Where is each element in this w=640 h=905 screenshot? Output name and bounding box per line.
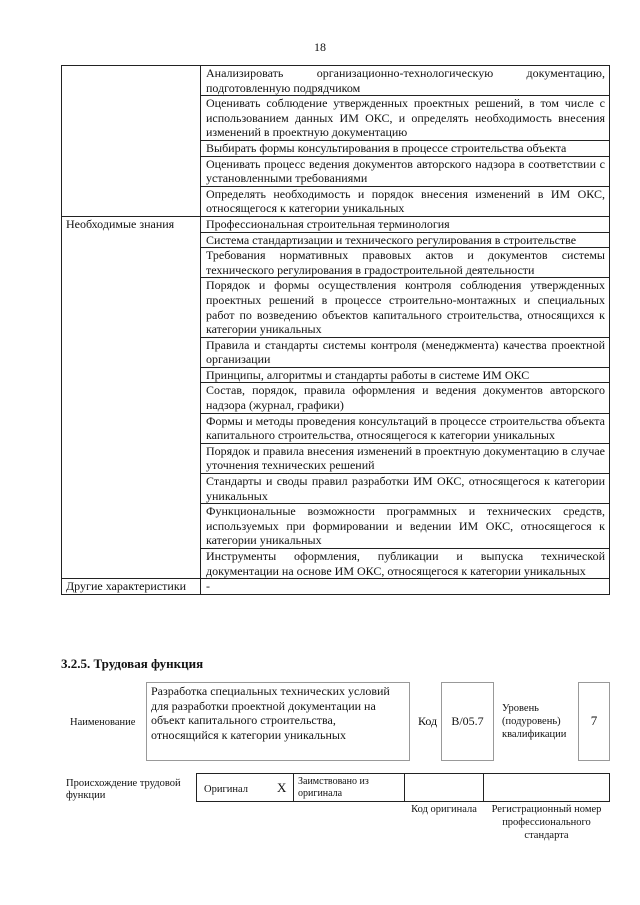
code-value-box: [441, 682, 494, 761]
row-label: Необходимые знания: [62, 216, 201, 578]
row-item: Инструменты оформления, публикации и выпуска технической документации на основе ИМ ОКС, относящегося к категории уникальных: [201, 549, 610, 579]
borrowed-label: Заимствовано из оригинала: [298, 776, 369, 799]
row-item: Система стандартизации и технического регулирования в строительстве: [201, 232, 610, 248]
row-item: Стандарты и своды правил разработки ИМ ОКС, относящегося к категории уникальных: [201, 474, 610, 504]
page-number: 18: [314, 40, 326, 54]
original-mark: X: [277, 780, 287, 795]
table-row: [62, 216, 610, 232]
row-item: Выбирать формы консультирования в процессе строительства объекта: [201, 140, 610, 156]
level-value-box: [578, 682, 610, 761]
row-item: Правила и стандарты системы контроля (менеджмента) качества проектной организации: [201, 337, 610, 367]
row-item: -: [201, 579, 610, 595]
origin-label: Происхождение трудовой функции: [66, 778, 181, 801]
row-item: Требования нормативных правовых актов и документов системы технического регулирования в градостроительной деятельности: [201, 248, 610, 278]
original-label: Оригинал: [204, 784, 248, 795]
row-item: Определять необходимость и порядок внесения изменений в ИМ ОКС, относящегося к категории уникальных: [201, 186, 610, 216]
borrowed-cell: [293, 773, 405, 802]
section-title: 3.2.5. Трудовая функция: [61, 656, 204, 671]
function-name-box: [146, 682, 410, 761]
row-label: Другие характеристики: [62, 579, 201, 595]
row-item: Функциональные возможности программных и технических средств, используемых при формировании и ведении ИМ ОКС, относящегося к категории уникальных: [201, 504, 610, 549]
table-row: [62, 66, 610, 96]
code-original-cell: [404, 773, 484, 802]
row-item: Состав, порядок, правила оформления и ведения документов авторского надзора (журнал, графики): [201, 383, 610, 413]
name-label: Наименование: [70, 717, 136, 728]
row-item: Принципы, алгоритмы и стандарты работы в системе ИМ ОКС: [201, 367, 610, 383]
reg-number-caption: Регистрационный номер профессионального стандарта: [491, 804, 602, 841]
table-row: [62, 579, 610, 595]
row-item: Порядок и формы осуществления контроля соблюдения утвержденных проектных решений в процессе строительно-монтажных и специальных работ по возведению объектов капитального строительства, относящихся к категории уникальных: [201, 278, 610, 337]
original-cell: [196, 773, 294, 802]
level-label: Уровень (подуровень) квалификации: [502, 703, 567, 740]
row-item: Анализировать организационно-технологическую документацию, подготовленную подрядчиком: [201, 66, 610, 96]
row-item: Оценивать процесс ведения документов авторского надзора в соответствии с установленными требованиями: [201, 156, 610, 186]
row-item: Профессиональная строительная терминология: [201, 216, 610, 232]
function-name-text: Разработка специальных технических условий для разработки проектной документации на объект капитального строительства, относящийся к категории уникальных: [151, 684, 390, 742]
reg-number-cell: [483, 773, 610, 802]
code-label: Код: [418, 714, 438, 728]
code-original-caption: Код оригинала: [411, 804, 477, 815]
code-value: B/05.7: [451, 714, 484, 728]
row-label: [62, 66, 201, 217]
row-item: Формы и методы проведения консультаций в процессе строительства объекта капитального строительства, относящегося к категории уникальных: [201, 413, 610, 443]
row-item: Оценивать соблюдение утвержденных проектных решений, в том числе с использованием данных ИМ ОКС, и определять необходимость внесения изменений в проектную документацию: [201, 96, 610, 141]
row-item: Порядок и правила внесения изменений в проектную документацию в случае уточнения технических решений: [201, 443, 610, 473]
level-value: 7: [590, 713, 598, 728]
requirements-table: [61, 65, 610, 595]
